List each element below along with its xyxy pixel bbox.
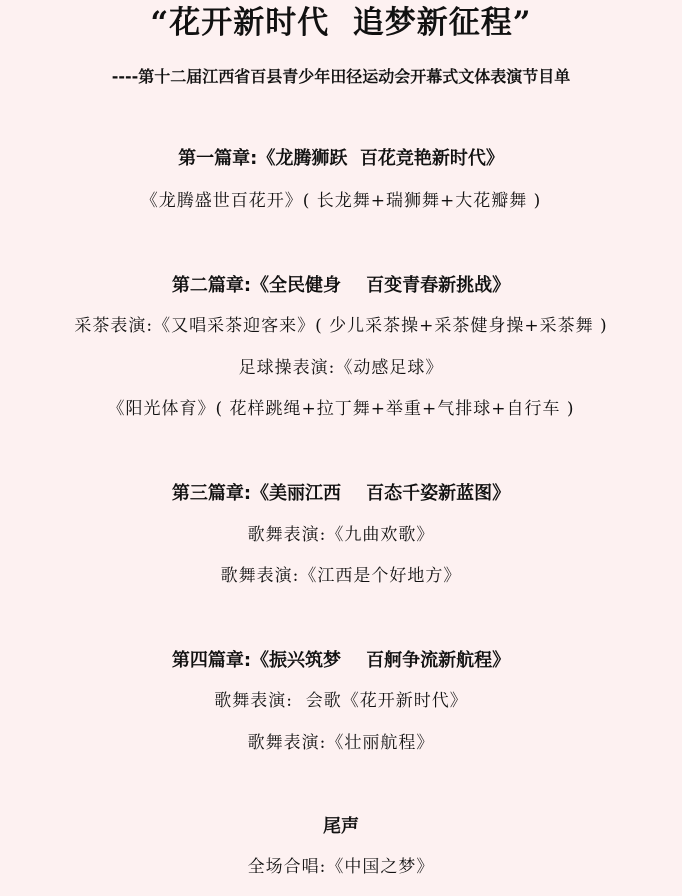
epilogue-item-1: 全场合唱:《中国之梦》 (247, 857, 435, 877)
chapter-3-item-1: 歌舞表演:《九曲欢歌》 (247, 525, 435, 545)
chapter-4-item-1: 歌舞表演: 会歌《花开新时代》 (214, 691, 468, 711)
document-subtitle: ----第十二届江西省百县青少年田径运动会开幕式文体表演节目单 (111, 67, 571, 86)
epilogue-title: 尾声 (323, 816, 359, 837)
chapter-2-title: 第二篇章:《全民健身 百变青春新挑战》 (171, 275, 511, 296)
chapter-1-title: 第一篇章:《龙腾狮跃 百花竞艳新时代》 (178, 148, 504, 169)
chapter-4-title: 第四篇章:《振兴筑梦 百舸争流新航程》 (171, 650, 511, 671)
chapter-3-item-2: 歌舞表演:《江西是个好地方》 (220, 566, 462, 586)
document-title: “花开新时代 追梦新征程” (150, 5, 532, 41)
chapter-2-item-3: 《阳光体育》( 花样跳绳+拉丁舞+举重+气排球+自行车 ) (107, 399, 575, 419)
chapter-2-item-1: 采茶表演:《又唱采茶迎客来》( 少儿采茶操+采茶健身操+采茶舞 ) (74, 316, 608, 336)
chapter-2-item-2: 足球操表演:《动感足球》 (238, 358, 444, 378)
chapter-3-title: 第三篇章:《美丽江西 百态千姿新蓝图》 (171, 483, 511, 504)
chapter-1-item-1: 《龙腾盛世百花开》( 长龙舞+瑞狮舞+大花瓣舞 ) (140, 191, 542, 211)
chapter-4-item-2: 歌舞表演:《壮丽航程》 (247, 733, 435, 753)
